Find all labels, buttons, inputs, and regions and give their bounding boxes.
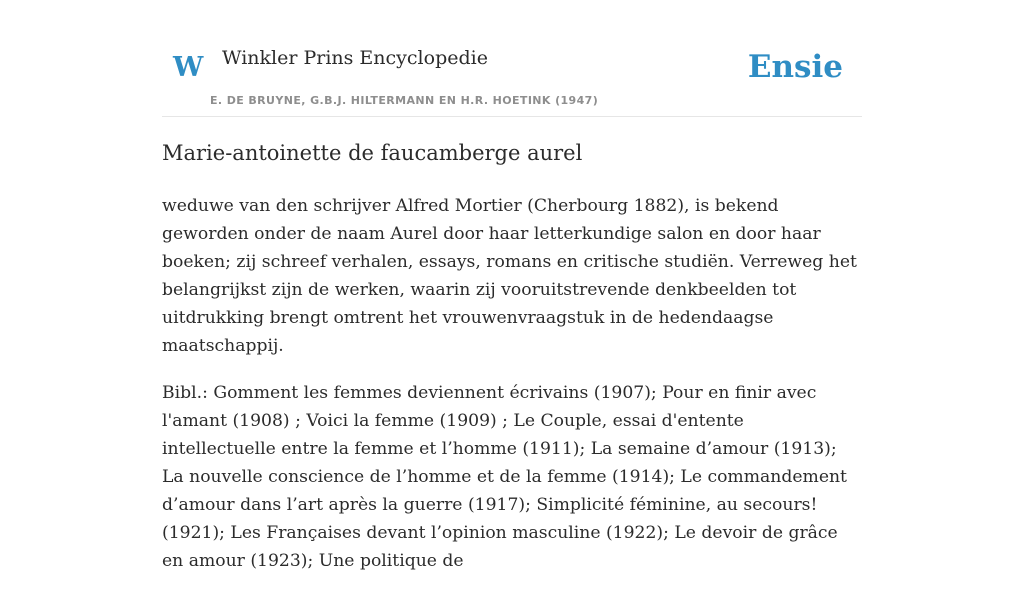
source-header <box>162 40 862 117</box>
source-authors: E. DE BRUYNE, G.B.J. HILTERMANN EN H.R. HOETINK (1947) <box>210 94 599 107</box>
brand-logo[interactable]: Ensie <box>747 49 843 85</box>
article-title: Marie-antoinette de faucamberge aurel <box>162 141 583 165</box>
article-body <box>162 192 862 594</box>
source-logo[interactable]: W <box>173 52 204 83</box>
article-bibliography: Bibl.: Gomment les femmes deviennent écrivains (1907); Pour en finir avec l'amant (1908) ; Voici la femme (1909) ; Le Couple, essai d'entente intellectuelle entre la femme et l’homme (1911); La semaine d’amour (1913); La nouvelle conscience de l’homme et de la femme (1914); Le commandement d’amour dans l’art après la guerre (1917); Simplicité féminine, au secours! (1921); Les Françaises devant l’opinion masculine (1922); Le devoir de grâce en amour (1923); Une politique de <box>162 383 847 571</box>
article-paragraph: weduwe van den schrijver Alfred Mortier (Cherbourg 1882), is bekend geworden onder de naam Aurel door haar letterkundige salon en door haar boeken; zij schreef verhalen, essays, romans en critische studiën. Verreweg het belangrijkst zijn de werken, waarin zij vooruitstrevende denkbeelden tot uitdrukking brengt omtrent het vrouwenvraagstuk in de hedendaagse maatschappij. <box>162 196 857 356</box>
source-title[interactable]: Winkler Prins Encyclopedie <box>222 47 488 69</box>
